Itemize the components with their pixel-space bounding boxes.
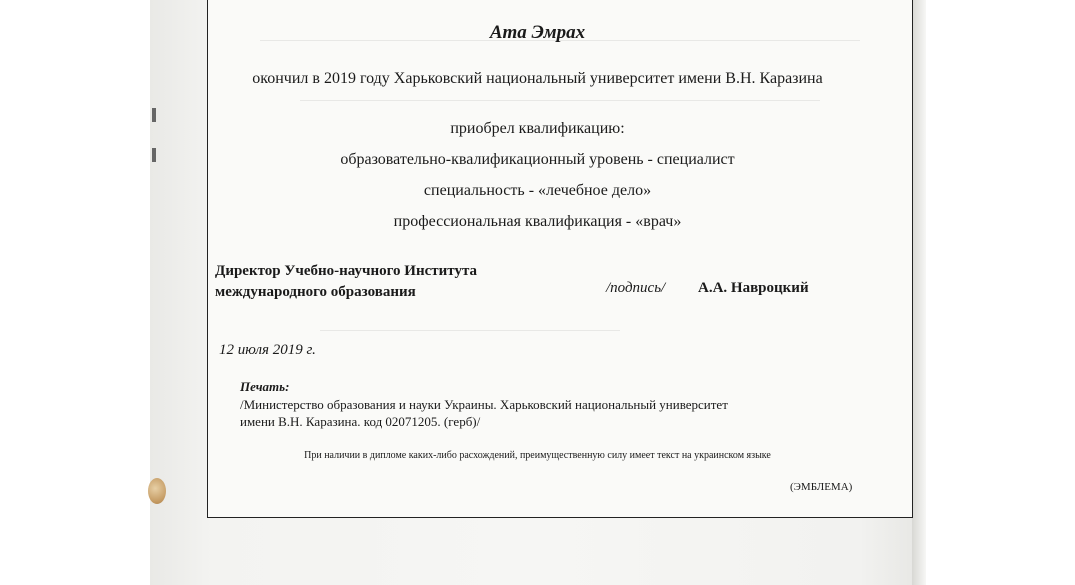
language-footnote: При наличии в дипломе каких-либо расхождений, преимущественную силу имеет текст на украинском языке bbox=[304, 450, 771, 461]
specialty: специальность - «лечебное дело» bbox=[423, 182, 652, 199]
education-level: образовательно-квалификационный уровень - специалист bbox=[340, 151, 735, 168]
qualification-heading: приобрел квалификацию: bbox=[450, 120, 625, 137]
director-title-line1: Директор Учебно-научного Института bbox=[215, 263, 478, 279]
stamp-text-line1: /Министерство образования и науки Украины. Харьковский национальный университет bbox=[240, 397, 728, 412]
signature-mark: /подпись/ bbox=[606, 280, 666, 296]
professional-qualification: профессиональная квалификация - «врач» bbox=[393, 213, 682, 230]
issue-date: 12 июля 2019 г. bbox=[219, 342, 316, 358]
director-name: А.А. Навроцкий bbox=[698, 280, 809, 296]
director-title-line2: международного образования bbox=[215, 284, 416, 300]
graduation-line: окончил в 2019 году Харьковский национальный университет имени В.Н. Каразина bbox=[252, 70, 823, 87]
punch-hole bbox=[148, 478, 166, 504]
stamp-heading: Печать: bbox=[240, 379, 290, 394]
graduate-name: Ата Эмрах bbox=[489, 22, 586, 43]
emblem-note: (ЭМБЛЕМА) bbox=[790, 481, 853, 493]
stamp-text-line2: имени В.Н. Каразина. код 02071205. (герб)/ bbox=[240, 414, 481, 429]
